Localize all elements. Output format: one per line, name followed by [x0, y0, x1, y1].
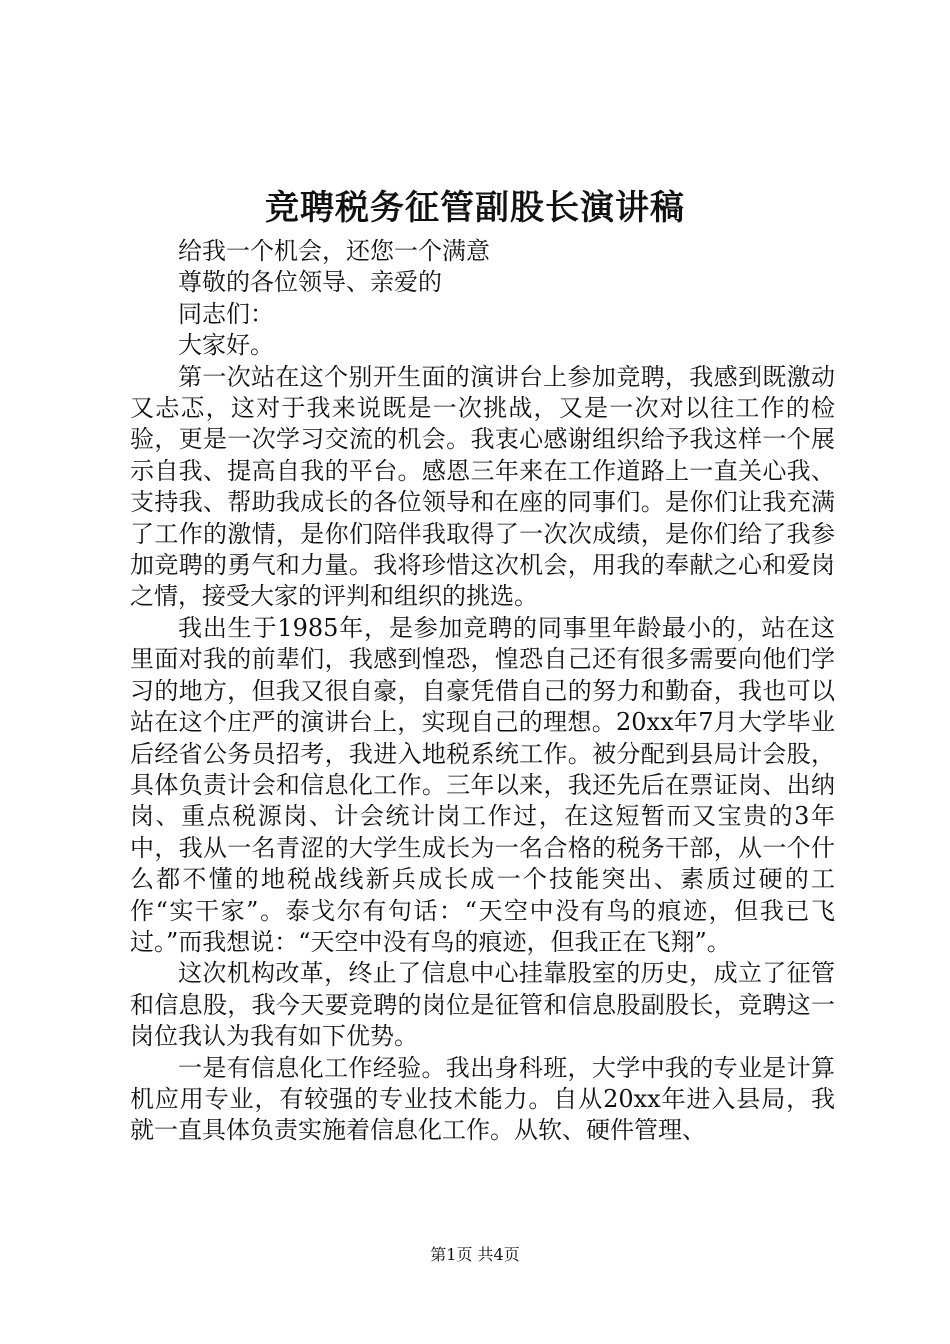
page-footer: 第1页 共4页	[430, 1245, 520, 1264]
paragraph-body: 一是有信息化工作经验。我出身科班，大学中我的专业是计算机应用专业，有较强的专业技术能力。自从20xx年进入县局，我就一直具体负责实施着信息化工作。从软、硬件管理、	[130, 1053, 835, 1145]
document-title: 竞聘税务征管副股长演讲稿	[265, 188, 685, 228]
document-body	[130, 236, 835, 1147]
paragraph-salutation-1: 尊敬的各位领导、亲爱的	[178, 268, 442, 297]
paragraph-body: 这次机构改革，终止了信息中心挂靠股室的历史，成立了征管和信息股，我今天要竞聘的岗位是征管和信息股副股长，竞聘这一岗位我认为我有如下优势。	[130, 959, 835, 1051]
paragraph-body: 第一次站在这个别开生面的演讲台上参加竞聘，我感到既激动又忐忑，这对于我来说既是一次挑战，又是一次对以往工作的检验，更是一次学习交流的机会。我衷心感谢组织给予我这样一个展示自我、提高自我的平台。感恩三年来在工作道路上一直关心我、支持我、帮助我成长的各位领导和在座的同事们。是你们让我充满了工作的激情，是你们陪伴我取得了一次次成绩，是你们给了我参加竞聘的勇气和力量。我将珍惜这次机会，用我的奉献之心和爱岗之情，接受大家的评判和组织的挑选。	[130, 362, 835, 611]
paragraph-body: 我出生于1985年，是参加竞聘的同事里年龄最小的，站在这里面对我的前辈们，我感到惶恐，惶恐自己还有很多需要向他们学习的地方，但我又很自豪，自豪凭借自己的努力和勤奋，我也可以站在这个庄严的演讲台上，实现自己的理想。20xx年7月大学毕业后经省公务员招考，我进入地税系统工作。被分配到县局计会股，具体负责计会和信息化工作。三年以来，我还先后在票证岗、出纳岗、重点税源岗、计会统计岗工作过，在这短暂而又宝贵的3年中，我从一名青涩的大学生成长为一名合格的税务干部，从一个什么都不懂的地税战线新兵成长成一个技能突出、素质过硬的工作“实干家”。泰戈尔有句话：“天空中没有鸟的痕迹，但我已飞过。”而我想说：“天空中没有鸟的痕迹，但我正在飞翔”。	[130, 613, 835, 956]
paragraph-salutation-2: 同志们：	[178, 299, 274, 328]
paragraph-greeting: 大家好。	[178, 331, 274, 360]
paragraph-slogan: 给我一个机会，还您一个满意	[178, 237, 490, 265]
